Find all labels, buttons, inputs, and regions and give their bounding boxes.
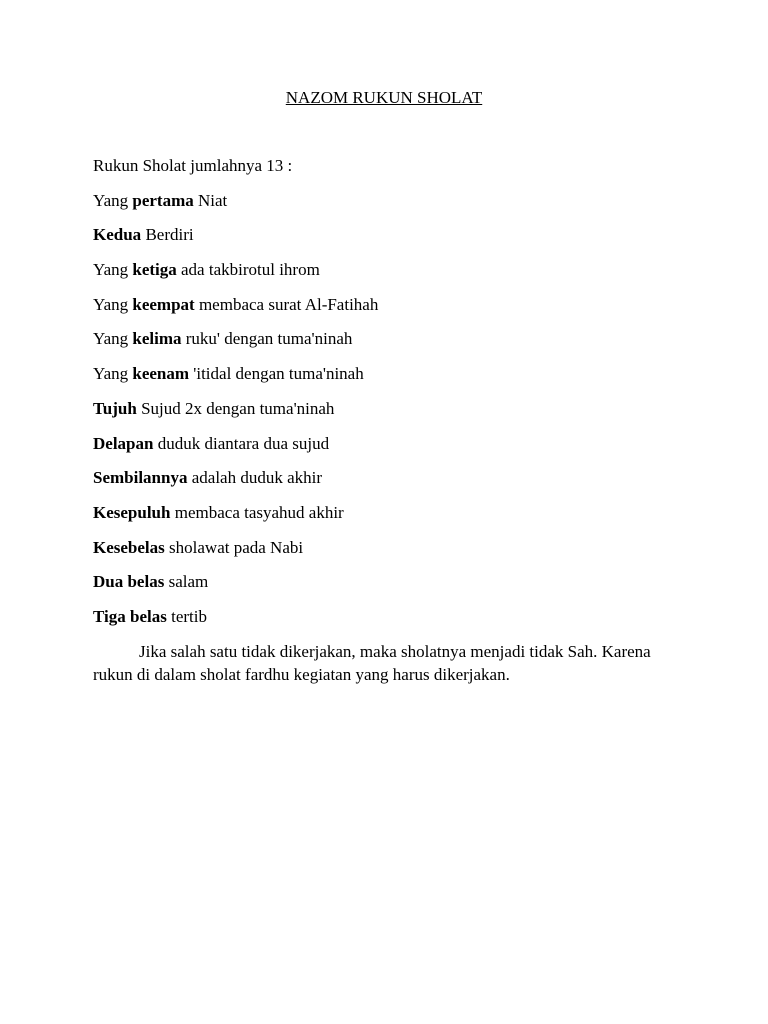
- item-ordinal: keempat: [132, 294, 195, 314]
- list-item: [93, 260, 653, 295]
- item-ordinal: Dua belas: [93, 572, 165, 592]
- item-prefix: Yang: [93, 294, 133, 314]
- item-ordinal: Sembilannya: [93, 468, 188, 488]
- item-text: ruku' dengan tuma'ninah: [181, 329, 353, 349]
- item-ordinal: Kesepuluh: [93, 502, 171, 522]
- item-text: sholawat pada Nabi: [164, 537, 304, 557]
- intro-line: Rukun Sholat jumlahnya 13 :: [93, 156, 293, 175]
- item-ordinal: Kedua: [93, 225, 142, 245]
- item-text: ada takbirotul ihrom: [176, 260, 320, 280]
- item-text: duduk diantara dua sujud: [153, 433, 330, 453]
- item-text: Sujud 2x dengan tuma'ninah: [136, 398, 335, 418]
- item-ordinal: Delapan: [93, 433, 154, 453]
- list-item: [93, 503, 653, 538]
- item-prefix: Yang: [93, 260, 133, 280]
- item-prefix: Yang: [93, 364, 133, 384]
- document-title-text: NAZOM RUKUN SHOLAT: [285, 88, 483, 107]
- list-item: [93, 607, 653, 642]
- item-text: adalah duduk akhir: [187, 468, 323, 488]
- item-ordinal: Tujuh: [93, 398, 137, 418]
- item-text: 'itidal dengan tuma'ninah: [189, 364, 364, 384]
- list-item: [93, 434, 653, 469]
- item-text: Berdiri: [141, 225, 194, 245]
- item-text: salam: [164, 572, 209, 592]
- item-prefix: Yang: [93, 329, 133, 349]
- item-ordinal: kelima: [132, 329, 182, 349]
- list-item: [93, 329, 653, 364]
- item-ordinal: ketiga: [132, 260, 177, 280]
- document-body: [93, 156, 653, 687]
- item-text: tertib: [166, 606, 207, 626]
- item-text: membaca surat Al-Fatihah: [194, 294, 379, 314]
- list-item: [93, 295, 653, 330]
- list-item: [93, 191, 653, 226]
- item-text: Niat: [193, 190, 228, 210]
- list-item: [93, 572, 653, 607]
- item-ordinal: keenam: [132, 364, 190, 384]
- list-item: [93, 225, 653, 260]
- item-ordinal: Tiga belas: [93, 606, 167, 626]
- item-text: membaca tasyahud akhir: [170, 502, 344, 522]
- list-item: [93, 364, 653, 399]
- item-ordinal: Kesebelas: [93, 537, 165, 557]
- list-item: [93, 538, 653, 573]
- item-ordinal: pertama: [132, 190, 194, 210]
- item-prefix: Yang: [93, 190, 133, 210]
- list-item: [93, 399, 653, 434]
- closing-paragraph: Jika salah satu tidak dikerjakan, maka sholatnya menjadi tidak Sah. Karena rukun di dalam sholat fardhu kegiatan yang harus dikerjakan.: [93, 641, 651, 685]
- list-item: [93, 468, 653, 503]
- document-title: [0, 88, 768, 108]
